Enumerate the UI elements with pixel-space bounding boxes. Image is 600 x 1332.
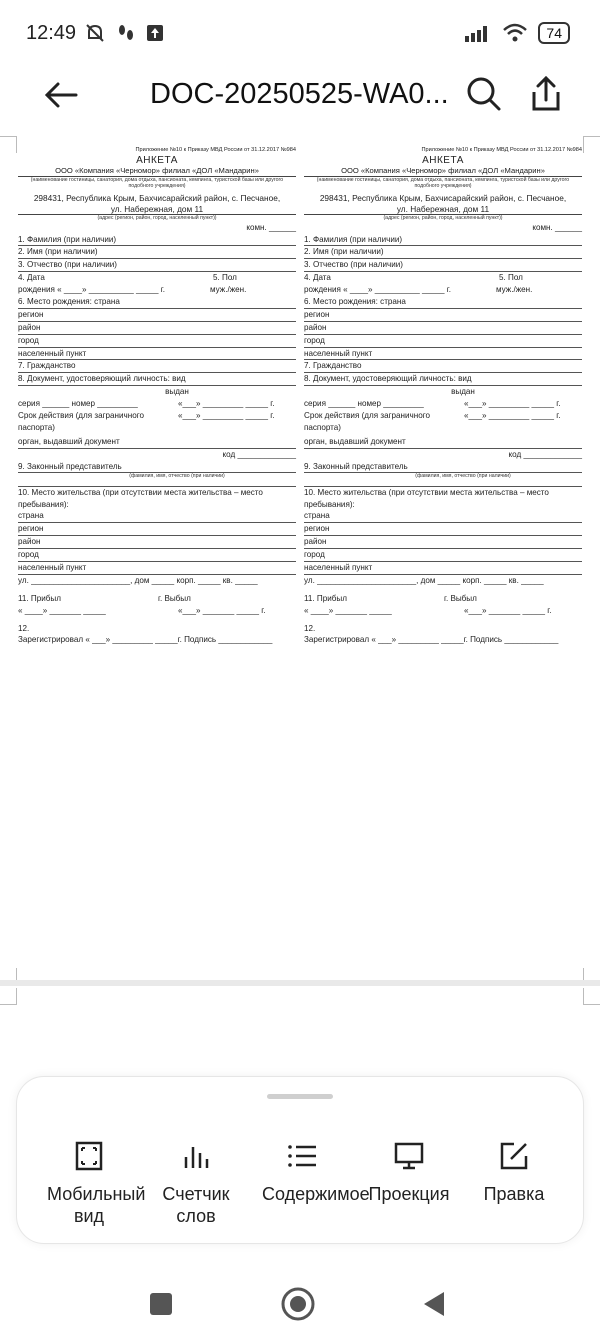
monitor-icon xyxy=(394,1141,424,1171)
edit-button[interactable]: Правка xyxy=(462,1141,566,1205)
citizenship-field: 7. Гражданство xyxy=(18,360,296,373)
id-document-field: 8. Документ, удостоверяющий личность: вид xyxy=(18,373,296,386)
mobile-view-icon xyxy=(74,1141,104,1171)
recent-apps-icon[interactable] xyxy=(141,1284,181,1324)
battery-indicator: 74 xyxy=(538,22,570,44)
sheet-handle[interactable] xyxy=(267,1094,333,1099)
crop-mark xyxy=(583,136,600,153)
document-title: DOC-20250525-WA0... xyxy=(150,78,449,110)
home-icon[interactable] xyxy=(278,1284,318,1324)
upload-notification-icon xyxy=(146,24,164,42)
form-left: Приложение №10 к Приказу МВД России от 31.12.2017 №984 АНКЕТА ООО «Компания «Черномор» филиал «ДОЛ «Мандарин» (наименование гостиницы, санатория, дома отдыха, пансионата, кемпинга, туристской базы или другого подобного учреждения) 298431, Республика Крым, Бахчисарайский район, с. Песчаное, ул. Набережная, дом 11 (адрес (регион, район, город, населенный пункт)) комн. ______ 1. Фамилия (при наличии) 2. Имя (при наличии) 3. Отчество (при наличии) 4. Дата 5. Пол рождения « ____» __________ _____ г. муж./жен. 6. Место рождения: страна регион район город населенный пункт 7. Гражданство 8. Документ, удостоверяющий личность: вид выдан серия ______ номер _________ «___» _________ _____ г. Срок действия (для заграничного «___» _________ _____ г. паспорта) орган, выдавший документ код _____________ 9. Законный представитель (фамилия, имя, отчество (при наличии) 10. Место жительства (при отсутствии места жительства – место пребывания): страна регион район город населенный пункт ул. ______________________, дом _____ корп. _____ кв. _____ 11. Прибыл г. Выбыл « ____» _______ _____ «___» _______ _____ г. 12. Зарегистрировал « ___» _________ _____г. Подпись ____________ xyxy=(18,147,296,645)
room-field: комн. ______ xyxy=(246,222,296,232)
organization-note: (наименование гостиницы, санатория, дома отдыха, пансионата, кемпинга, туристской базы или другого подобного учреждения) xyxy=(30,177,284,190)
search-icon[interactable] xyxy=(464,74,504,114)
surname-field: 1. Фамилия (при наличии) xyxy=(18,234,296,247)
form-right: Приложение №10 к Приказу МВД России от 31.12.2017 №984 АНКЕТА ООО «Компания «Черномор» филиал «ДОЛ «Мандарин» (наименование гостиницы, санатория, дома отдыха, пансионата, кемпинга, туристской базы или другого подобного учреждения) 298431, Республика Крым, Бахчисарайский район, с. Песчаное, ул. Набережная, дом 11 (адрес (регион, район, город, населенный пункт)) комн. ______ 1. Фамилия (при наличии) 2. Имя (при наличии) 3. Отчество (при наличии) 4. Дата 5. Пол рождения « ____» __________ _____ г. муж./жен. 6. Место рождения: страна регион район город населенный пункт 7. Гражданство 8. Документ, удостоверяющий личность: вид выдан серия ______ номер _________ «___» _________ _____ г. Срок действия (для заграничного «___» _________ _____ г. паспорта) орган, выдавший документ код _____________ 9. Законный представитель (фамилия, имя, отчество (при наличии) 10. Место жительства (при отсутствии места жительства – место пребывания): страна регион район город населенный пункт ул. ______________________, дом _____ корп. _____ кв. _____ 11. Прибыл г. Выбыл « ____» _______ _____ «___» _______ _____ г. 12. Зарегистрировал « ___» _________ _____г. Подпись ____________ xyxy=(304,147,582,645)
signal-icon xyxy=(464,24,492,42)
status-time: 12:49 xyxy=(26,22,77,44)
word-count-button[interactable]: Счетчик слов xyxy=(144,1141,248,1227)
address-note: (адрес (регион, район, город, населенный пункт)) xyxy=(97,215,217,222)
document-page[interactable] xyxy=(0,136,600,982)
crop-mark xyxy=(0,988,17,1005)
crop-mark xyxy=(0,136,17,153)
muted-bell-icon xyxy=(84,22,106,44)
list-icon xyxy=(287,1141,317,1171)
legal-representative-field: 9. Законный представитель xyxy=(18,461,296,474)
app-bar xyxy=(0,64,600,126)
birth-date-field: рождения « ____» __________ _____ г. муж./жен. xyxy=(18,285,247,295)
patronymic-field: 3. Отчество (при наличии) xyxy=(18,259,296,272)
crop-mark xyxy=(583,988,600,1005)
footsteps-icon xyxy=(116,22,136,44)
order-reference: Приложение №10 к Приказу МВД России от 31.12.2017 №984 xyxy=(135,147,296,153)
status-bar xyxy=(0,0,600,64)
bar-chart-icon xyxy=(181,1141,211,1171)
birthplace-country-field: 6. Место рождения: страна xyxy=(18,296,296,309)
wifi-icon xyxy=(502,23,528,43)
back-arrow-icon[interactable] xyxy=(40,74,82,116)
page-divider xyxy=(0,980,600,986)
back-icon[interactable] xyxy=(414,1284,454,1324)
organization-name: ООО «Компания «Черномор» филиал «ДОЛ «Мандарин» xyxy=(18,166,296,177)
mobile-view-button[interactable]: Мобильный вид xyxy=(37,1141,141,1227)
contents-button[interactable]: Содержимое xyxy=(250,1141,354,1205)
first-name-field: 2. Имя (при наличии) xyxy=(18,246,296,259)
projection-button[interactable]: Проекция xyxy=(357,1141,461,1205)
navigation-bar xyxy=(0,1270,600,1332)
address-line-2: ул. Набережная, дом 11 xyxy=(18,204,296,216)
address-line-1: 298431, Республика Крым, Бахчисарайский район, с. Песчаное, xyxy=(33,193,281,204)
bottom-sheet xyxy=(16,1076,584,1244)
form-title: АНКЕТА xyxy=(136,155,178,166)
share-icon[interactable] xyxy=(526,74,566,114)
edit-icon xyxy=(499,1141,529,1171)
